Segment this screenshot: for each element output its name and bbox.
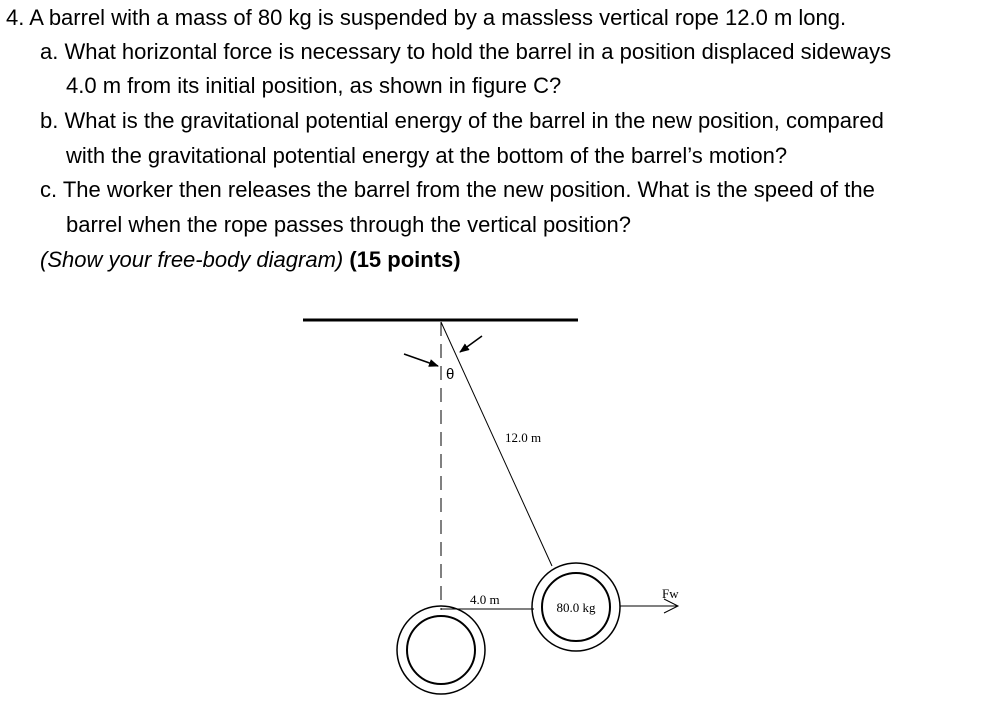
part-a-line-1: a. What horizontal force is necessary to hold the barrel in a position displaced sideways <box>40 39 892 64</box>
part-a-line-2: 4.0 m from its initial position, as shown in figure C? <box>66 73 562 98</box>
mass-label: 80.0 kg <box>556 600 596 615</box>
barrel-initial-inner <box>407 616 475 684</box>
displacement-label: 4.0 m <box>470 592 500 607</box>
force-label: Fw <box>662 586 679 601</box>
theta-arrow-right <box>460 336 482 352</box>
problem-stem: 4. A barrel with a mass of 80 kg is suspended by a massless vertical rope 12.0 m long. <box>6 5 847 30</box>
instruction-text: (Show your free-body diagram) <box>40 247 344 272</box>
theta-label: θ <box>446 366 455 383</box>
barrel-initial-outer <box>397 606 485 694</box>
rope-length-label: 12.0 m <box>505 430 542 445</box>
part-c-line-1: c. The worker then releases the barrel from the new position. What is the speed of the <box>40 177 875 202</box>
theta-arrow-left <box>404 354 438 366</box>
part-b-line-1: b. What is the gravitational potential energy of the barrel in the new position, compared <box>40 108 884 133</box>
points-text: (15 points) <box>349 247 461 272</box>
part-c-line-2: barrel when the rope passes through the vertical position? <box>66 212 632 237</box>
part-b-line-2: with the gravitational potential energy at the bottom of the barrel’s motion? <box>66 143 788 168</box>
